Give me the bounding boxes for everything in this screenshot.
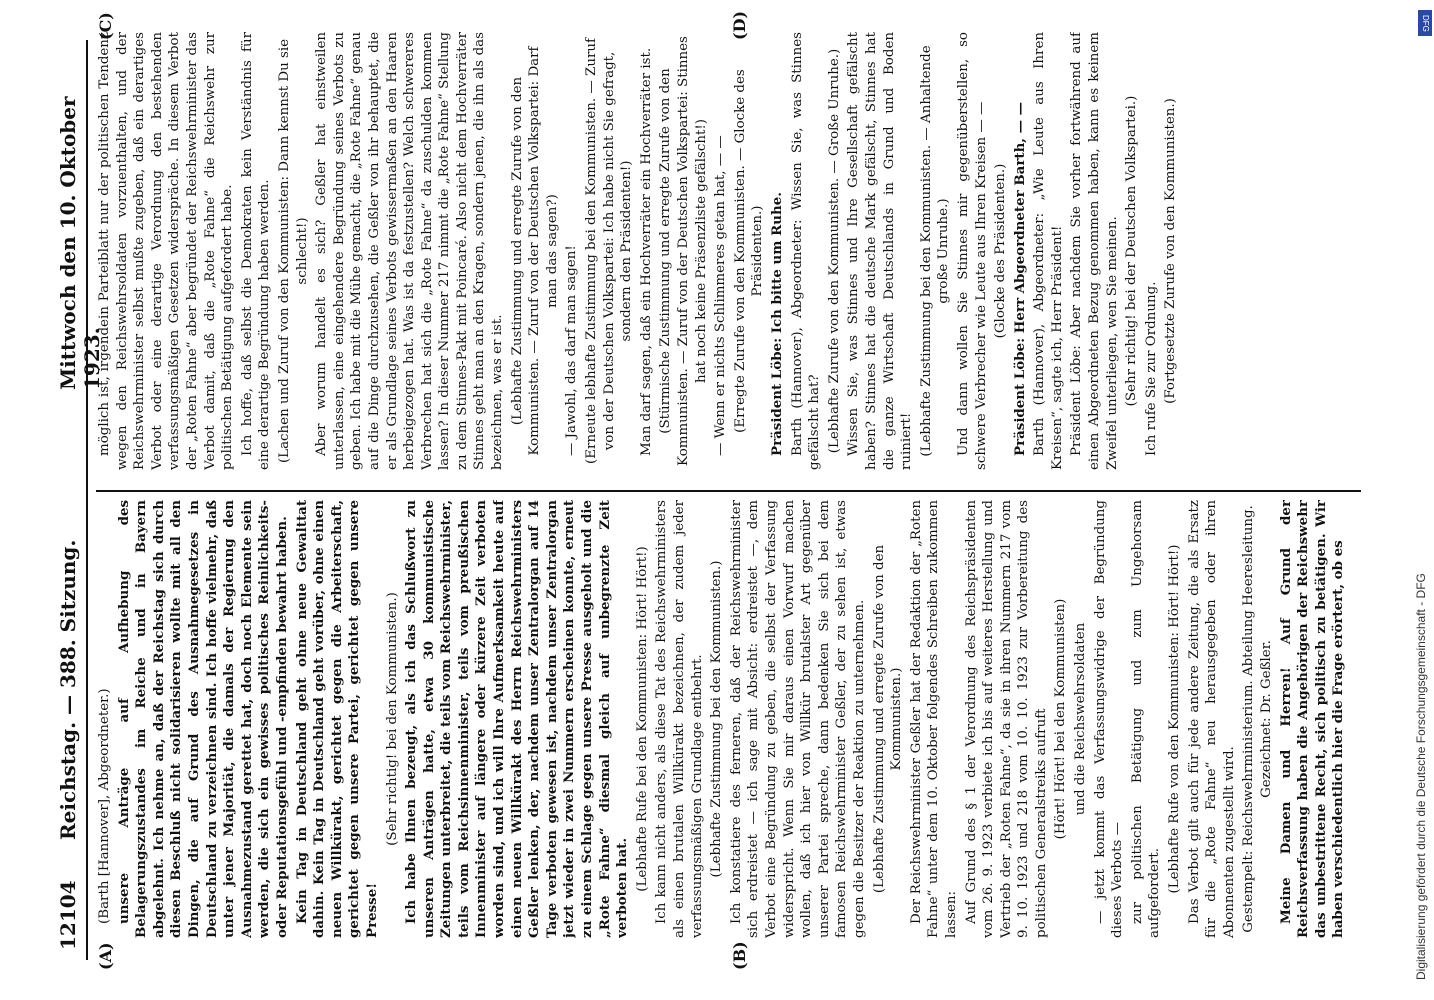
paragraph: (Sehr richtig! bei den Kommunisten.)	[384, 592, 400, 846]
dfg-logo: DFG	[1418, 10, 1432, 36]
digitization-credit	[1408, 20, 1432, 990]
session-title: Reichstag. — 388. Sitzung.	[56, 539, 80, 840]
paragraph: Ich rufe Sie zur Ordnung.	[1143, 281, 1159, 456]
paragraph: Das Verbot gilt auch für jede andere Zeitung, die als Ersatz für die „Rote Fahne“ neu herausgegeben oder ihren Abonnenten zugestellt wird.	[1186, 500, 1237, 938]
paragraph: Ich kann nicht anders, als diese Tat des Reichswehrministers als einen brutalen Willkürakt bezeichnen, der zudem jeder verfassungsmäßigen Grundlage entbehrt.	[654, 500, 705, 938]
credit-text: Digitalisierung gefördert durch die Deutsche Forschungsgemeinschaft - DFG	[1414, 573, 1428, 980]
paragraph: — jetzt kommt das Verfassungswidrige der Begründung dieses Verbots —	[1092, 500, 1126, 938]
paragraph: (Lachen und Zuruf von den Kommunisten: Dann kennst Du sie schlecht!)	[276, 38, 310, 464]
paragraph: (Lebhafte Zurufe von den Kommunisten. — Große Unruhe.)	[826, 48, 842, 454]
page-number: 12104	[56, 880, 80, 950]
left-text-column	[96, 500, 1361, 938]
paragraph: (Lebhafte Zustimmung bei den Kommunisten.)	[709, 560, 725, 878]
paragraph: Ich hoffe, daß selbst die Demokraten kein Verständnis für eine derartige Begründung haben werden.	[239, 32, 273, 470]
paragraph: Ich konstatiere des ferneren, daß der Reichswehrminister sich erdreistet — ich sage mit Absicht: erdreistet —, dem Verbot eine Begründung zu geben, die selbst der Verfassung widerspricht. Wenn Sie mir daraus einen Vorwurf machen wollen, daß ich hier von Willkür brutalster Art gegenüber unserer Partei spreche, dann bedenken Sie sich bei dem famosen Reichswehrminister Geßler, der zu sehen ist, etwas gegen die Besitzer der Reaktion zu unternehmen.	[728, 500, 867, 938]
paragraph: zur politischen Betätigung und zum Ungehorsam aufgefordert.	[1129, 500, 1163, 938]
paragraph: und die Reichswehrsoldaten	[1073, 622, 1089, 816]
session-date: Mittwoch den 10. Oktober 1923.	[56, 96, 104, 390]
paragraph: Präsident Löbe: Aber nachdem Sie vorher fortwährend auf einen Abgeordneten Bezug genommen haben, kann es keinem Zweifel unterliegen, wen Sie meinen.	[1069, 32, 1120, 470]
margin-mark-c: (C)	[96, 12, 115, 40]
margin-mark-b: (B)	[730, 941, 749, 970]
right-text-column	[96, 32, 1361, 470]
margin-mark-d: (D)	[730, 10, 749, 40]
paragraph: — Jawohl, das darf man sagen!	[564, 245, 580, 456]
paragraph: Präsident Löbe: Herr Abgeordneter Barth, — —	[1011, 101, 1028, 456]
paragraph: Barth (Hannover), Abgeordneter: „Wie Leute aus Ihren Kreisen“, sagte ich, Herr Präsident!	[1032, 32, 1065, 470]
paragraph: (Lebhafte Zustimmung bei den Kommunisten. — Anhaltende große Unruhe.)	[918, 45, 952, 457]
paragraph: Aber worum handelt es sich? Geßler hat einstweilen unterlassen, eine eingehendere Begründung seines Verbots zu geben. Ich habe mit die Mühe gemacht, die „Rote Fahne“ genau auf die Dinge durchzusehen, die Geßler von ihr behauptet, die er als Grundlage seines Verbots gewissermaßen an den Haaren herbeigezogen hat. Was ist da festzustellen? Welch schwereres Verbrechen hat sich die „Rote Fahne“ da zuschulden kommen lassen? In dieser Nummer 217 nimmt die „Rote Fahne“ Stellung zu dem Stinnes-Pakt mit Poincaré. Also nicht dem Hochverräter Stinnes geht man an den Kragen, sondern jenen, die ihn als das bezeichnen, was er ist.	[314, 32, 506, 470]
paragraph: Barth (Hannover), Abgeordneter: Wissen Sie, was Stinnes gefälscht hat?	[789, 32, 823, 470]
paragraph: — Wenn er nichts Schlimmeres getan hat, — —	[713, 135, 729, 456]
paragraph: (Fortgesetzte Zurufe von den Kommunisten.)	[1163, 98, 1179, 404]
paragraph: (Sehr richtig! bei der Deutschen Volkspartei.)	[1124, 95, 1140, 407]
paragraph: Auf Grund des § 1 der Verordnung des Reichspräsidenten vom 26. 9. 1923 verbiete ich bis auf weiteres Herstellung und Vertrieb der „Roten Fahne“, da sie in ihren Nummern 217 vom 9. 10. 1923 und 218 vom 10. 10. 1923 zur Vorbereitung des politischen Generalstreiks aufruft	[963, 500, 1049, 938]
paragraph: unsere Anträge auf Aufhebung des Belagerungszustandes im Reiche und in Bayern abgelehnt. Ich nehme an, daß der Reichstag sich durch diesen Beschluß nicht solidarisieren wollte mit all den Dingen, die auf Grund des Ausnahmegesetzes in Deutschland zu verzeichnen sind. Ich hoffe vielmehr, daß unter jener Majorität, die damals der Regierung den Ausnahmezustand gerettet hat, doch noch Elemente sein werden, die sich ein gewisses politisches Reinlichkeits- oder Reputationsgefühl und -empfinden bewahrt haben.	[115, 500, 290, 938]
paragraph: Kein Tag in Deutschland geht ohne neue Gewalttat dahin. Kein Tag in Deutschland geht vorüber, ohne einen neuen Willkürakt, gerichtet gegen die Arbeiterschaft, gerichtet gegen unsere Partei, gerichtet gegen unsere Presse!	[293, 500, 380, 938]
paragraph: Präsident Löbe: Ich bitte um Ruhe.	[768, 192, 785, 456]
paragraph: Ich habe Ihnen bezeugt, als ich das Schlußwort zu unseren Anträgen hatte, etwa 30 kommunistische Zeitungen unterbreitet, die teils vom Reichswehrminister, teils vom Reichsinnenminister, teils vom preußischen Innenminister auf längere oder kürzere Zeit verboten worden sind, und ich will Ihre Aufmerksamkeit heute auf einen neuen Willkürakt des Herrn Reichswehrministers Geßler lenken, der, nachdem unser Zentralorgan auf 14 Tage verboten gewesen ist, nachdem unser Zentralorgan jetzt wieder in zwei Nummern erscheinen konnte, erneut zu einem Schlage gegen unsere Presse ausgeholt und die „Rote Fahne“ diesmal gleich auf unbegrenzte Zeit verboten hat.	[403, 500, 631, 938]
paragraph: (Glocke des Präsidenten.)	[993, 163, 1009, 339]
paragraph: (Erneute lebhafte Zustimmung bei den Kommunisten. — Zuruf von der Deutschen Volkspartei: Ich habe nicht Sie gefragt, sondern den Präsidenten!)	[584, 38, 635, 464]
paragraph: Man darf sagen, daß ein Hochverräter ein Hochverräter ist.	[638, 47, 654, 456]
column-divider	[96, 491, 1361, 493]
paragraph: (Barth [Hannover], Abgeordneter.)	[97, 688, 112, 924]
paragraph: (Lebhafte Rufe bei den Kommunisten: Hört! Hört!)	[634, 546, 650, 892]
paragraph: Der Reichswehrminister Geßler hat der Redaktion der „Roten Fahne“ unter dem 10. Oktober folgendes Schreiben zukommen lassen:	[908, 500, 959, 938]
paragraph: (Hört! Hört! bei den Kommunisten)	[1053, 598, 1069, 840]
paragraph: Gestempelt: Reichswehrministerium. Abteilung Heeresleitung. Gezeichnet: Dr. Geßler.	[1241, 505, 1274, 933]
paragraph: (Lebhafte Rufe von den Kommunisten: Hört! Hört!)	[1167, 544, 1183, 894]
page-header	[52, 40, 104, 960]
paragraph: Und dann wollen Sie Stinnes mir gegenüberstellen, so schwere Verbrecher wie Leute aus Ihren Kreisen — —	[955, 32, 989, 470]
paragraph: (Lebhafte Zustimmung und erregte Zurufe von den Kommunisten.)	[871, 544, 905, 894]
paragraph: Wissen Sie, was Stinnes und Ihre Gesellschaft gefälscht haben? Stinnes hat die deutsche Mark gefälscht, Stinnes hat die ganze Wirtschaft Deutschlands in Grund und Boden ruiniert!	[846, 32, 915, 470]
paragraph: (Erregte Zurufe von den Kommunisten. — Glocke des Präsidenten.)	[732, 69, 766, 433]
paragraph: möglich ist, irgendein Parteiblatt nur der politischen Tendenz wegen den Reichswehrsoldaten vorzuenthalten, und der Reichswehrminister selbst mußte zugeben, daß ein derartiges Verbot oder eine derartige Verordnung den bestehenden verfassungsmäßigen Gesetzen widerspräche. In diesem Verbot der „Roten Fahne“ aber begründet der Reichswehrminister das Verbot damit, daß die „Rote Fahne“ die Reichswehr zur politischen Betätigung aufgefordert habe.	[97, 32, 236, 470]
paragraph: (Lebhafte Zustimmung und erregte Zurufe von den Kommunisten. — Zuruf von der Deutschen Volkspartei: Darf man das sagen?)	[509, 46, 560, 456]
paragraph: Meine Damen und Herren! Auf Grund der Reichsverfassung haben die Angehörigen der Reichswehr das unbestrittene Recht, sich politisch zu betätigen. Wir haben verschiedentlich hier die Frage erörtert, ob es	[1277, 500, 1347, 938]
paragraph: (Stürmische Zustimmung und erregte Zurufe von den Kommunisten. — Zuruf von der Deutschen Volkspartei: Stinnes hat noch keine Präsenzliste gefälscht!)	[658, 36, 709, 466]
margin-mark-a: (A)	[96, 942, 115, 970]
